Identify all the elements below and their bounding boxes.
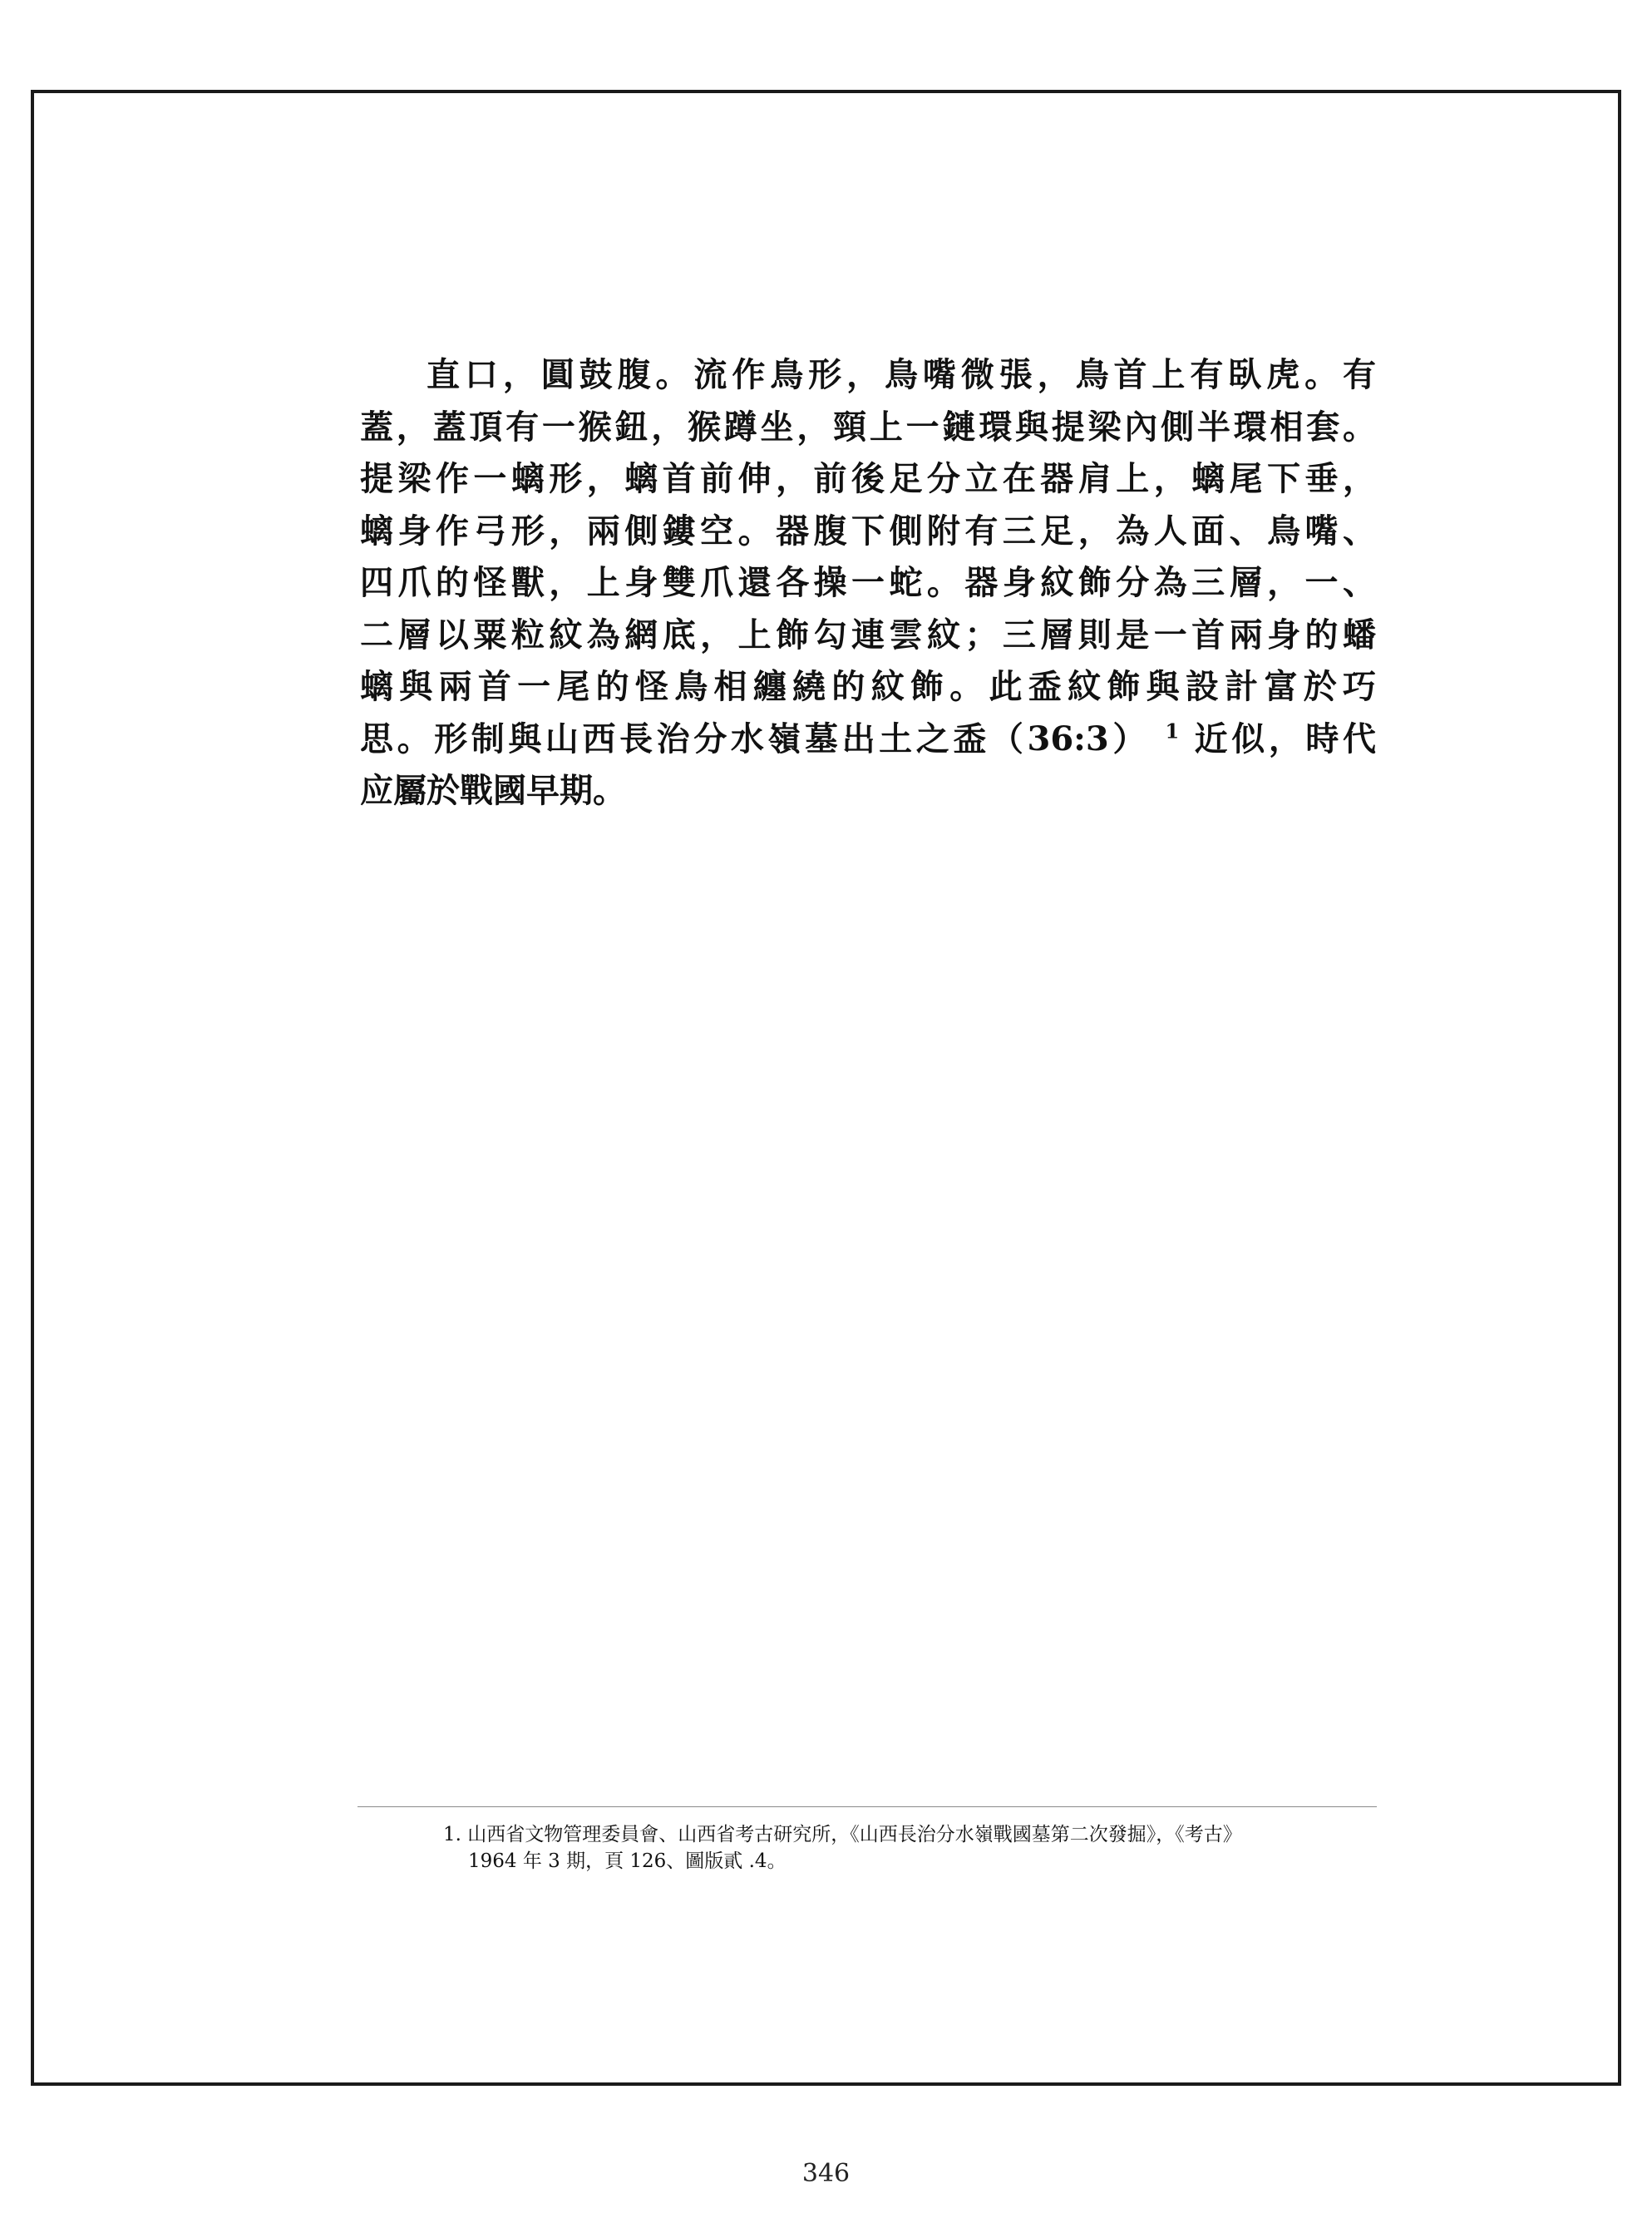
body-line: 直口，圓鼓腹。流作鳥形，鳥嘴微張，鳥首上有臥虎。有 <box>427 355 1376 394</box>
footnote-line: 1964 年 3 期，頁 126、圖版貳 .4。 <box>468 1850 787 1872</box>
footnote-reference[interactable]: 1 <box>1165 719 1180 743</box>
footnote-line: 1. 山西省文物管理委員會、山西省考古研究所，《山西長治分水嶺戰國墓第二次發掘》，《考古》 <box>443 1824 1242 1845</box>
body-line: 提梁作一螭形，螭首前伸，前後足分立在器肩上，螭尾下垂， <box>360 459 1376 498</box>
body-line: 应屬於戰國早期。 <box>360 771 626 810</box>
page-number: 346 <box>801 2159 851 2188</box>
body-line: 螭身作弓形，兩側鏤空。器腹下側附有三足，為人面、鳥嘴、 <box>360 511 1376 551</box>
body-line: 蓋，蓋頂有一猴鈕，猴蹲坐，頸上一鏈環與提梁內側半環相套。 <box>360 407 1376 447</box>
body-line-part: 思。形制與山西長治分水嶺墓出土之盉（36:3） <box>360 719 1150 758</box>
body-line-with-footnote <box>360 714 1376 766</box>
body-line-part: 近似，時代 <box>1194 719 1376 758</box>
footnote <box>443 1821 1374 1875</box>
body-paragraph <box>360 349 1376 818</box>
footnote-divider <box>358 1806 1377 1807</box>
body-line: 螭與兩首一尾的怪鳥相纏繞的紋飾。此盉紋飾與設計富於巧 <box>360 667 1376 706</box>
body-line: 二層以粟粒紋為網底，上飾勾連雲紋；三層則是一首兩身的蟠 <box>360 615 1376 655</box>
body-line: 四爪的怪獸，上身雙爪還各操一蛇。器身紋飾分為三層，一、 <box>360 563 1376 602</box>
